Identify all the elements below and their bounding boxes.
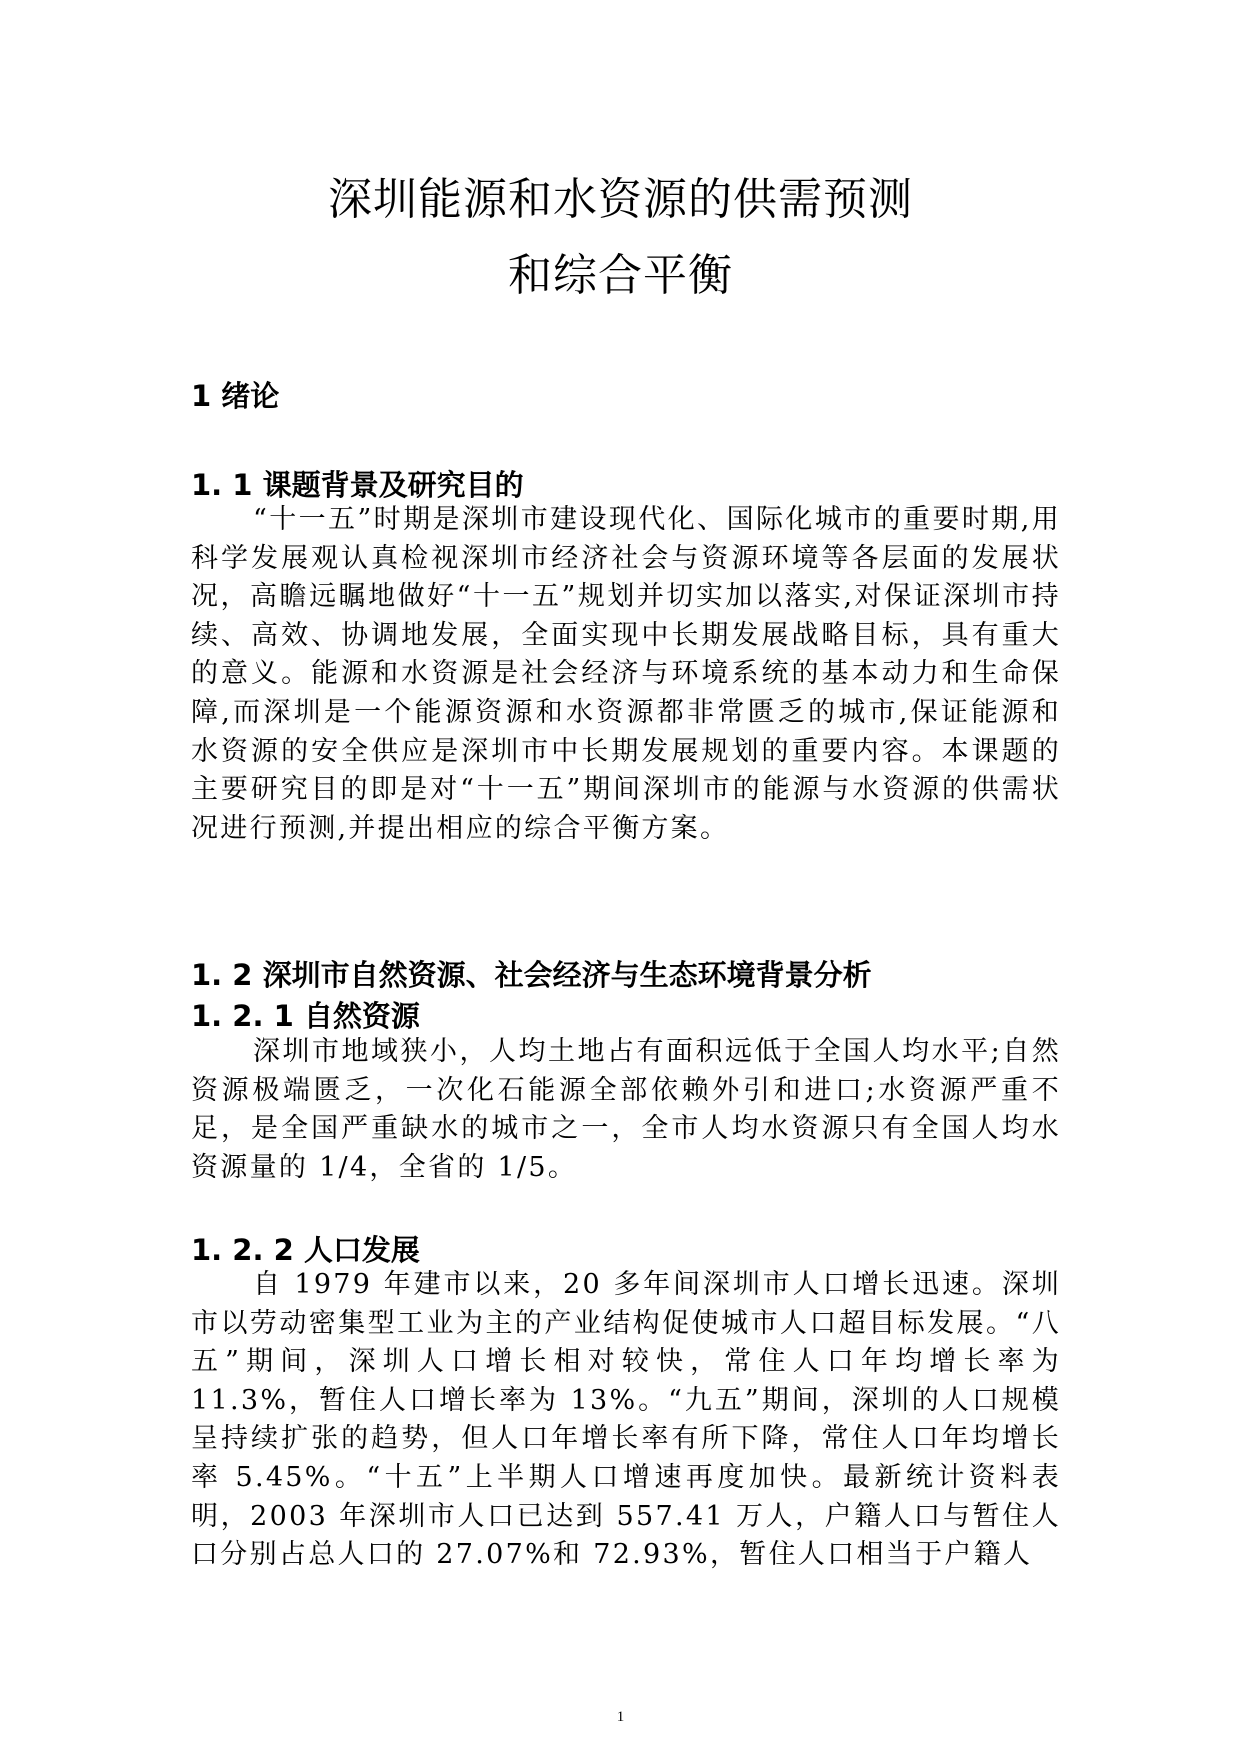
section-heading-1-2-2: 1. 2. 2 人口发展 — [191, 1233, 420, 1267]
paragraph-1-2-2: 自 1979 年建市以来，20 多年间深圳市人口增长迅速。深圳市以劳动密集型工业为主的产业结构促使城市人口超目标发展。“八五”期间，深圳人口增长相对较快，常住人口年均增长率为 11.3%，暂住人口增长率为 13%。“九五”期间，深圳的人口规模呈持续扩张的趋势，但人口年增长率有所下降，常住人口年均增长率 5.45%。“十五”上半期人口增速再度加快。最新统计资料表明，2003 年深圳市人口已达到 557.41 万人，户籍人口与暂住人口分别占总人口的 27.07%和 72.93%，暂住人口相当于户籍人 — [191, 1269, 1061, 1571]
document-title-line-2: 和综合平衡 — [508, 250, 733, 301]
paragraph-1-2-1: 深圳市地域狭小，人均土地占有面积远低于全国人均水平;自然资源极端匮乏，一次化石能源全部依赖外引和进口;水资源严重不足，是全国严重缺水的城市之一，全市人均水资源只有全国人均水资源量的 1/4，全省的 1/5。 — [191, 1036, 1061, 1183]
section-heading-1-1: 1. 1 课题背景及研究目的 — [191, 468, 524, 502]
section-heading-1: 1 绪论 — [191, 379, 280, 413]
document-title-line-1: 深圳能源和水资源的供需预测 — [328, 174, 913, 225]
section-heading-1-2-1: 1. 2. 1 自然资源 — [191, 999, 420, 1033]
paragraph-1-1: “十一五”时期是深圳市建设现代化、国际化城市的重要时期,用科学发展观认真检视深圳市经济社会与资源环境等各层面的发展状况，高瞻远瞩地做好“十一五”规划并切实加以落实,对保证深圳市持续、高效、协调地发展，全面实现中长期发展战略目标，具有重大的意义。能源和水资源是社会经济与环境系统的基本动力和生命保障,而深圳是一个能源资源和水资源都非常匮乏的城市,保证能源和水资源的安全供应是深圳市中长期发展规划的重要内容。本课题的主要研究目的即是对“十一五”期间深圳市的能源与水资源的供需状况进行预测,并提出相应的综合平衡方案。 — [191, 504, 1061, 844]
page-number: 1 — [616, 1709, 625, 1725]
section-heading-1-2: 1. 2 深圳市自然资源、社会经济与生态环境背景分析 — [191, 958, 872, 992]
